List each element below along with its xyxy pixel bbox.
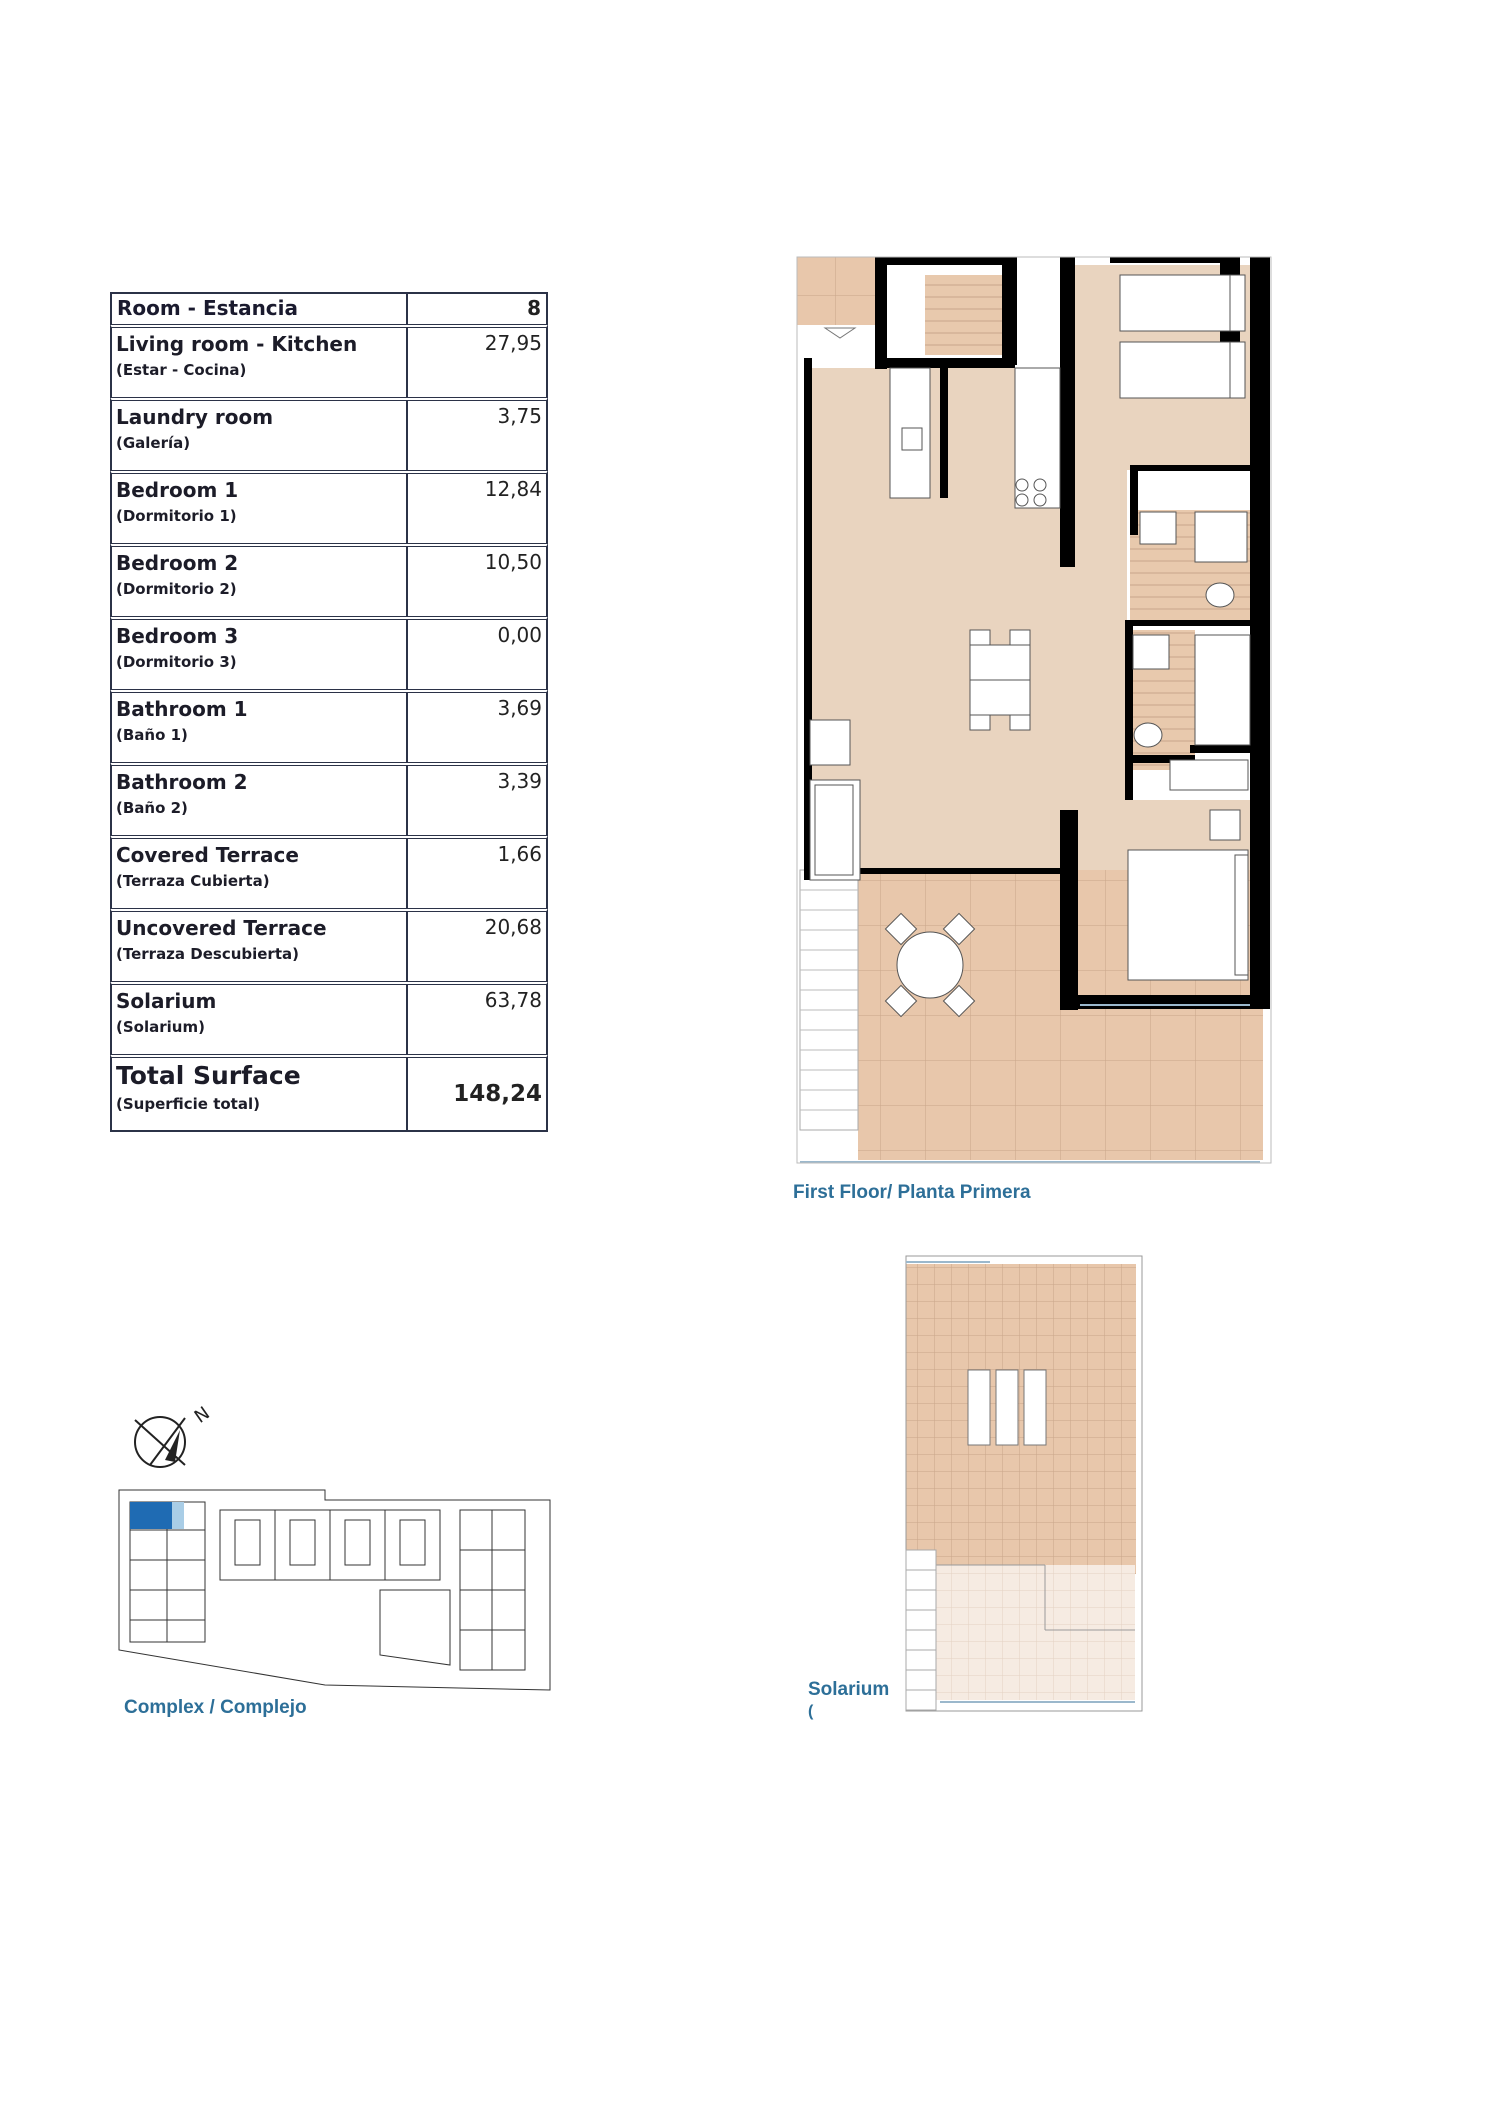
table-row xyxy=(110,543,548,616)
room-name-es: (Estar - Cocina) xyxy=(116,361,247,379)
room-name: Bedroom 3 xyxy=(116,624,239,648)
room-name: Bathroom 2 xyxy=(116,770,248,794)
unit-highlight-terrace xyxy=(172,1502,184,1529)
sunbeds xyxy=(968,1370,1046,1445)
beds xyxy=(1120,275,1248,980)
table-row xyxy=(110,470,548,543)
total-label-es: (Superficie total) xyxy=(116,1095,260,1113)
solarium-stair xyxy=(906,1550,936,1710)
dining-table xyxy=(970,630,1030,730)
table-row xyxy=(110,397,548,470)
table-row xyxy=(110,908,548,981)
room-name-es: (Dormitorio 3) xyxy=(116,653,237,671)
compass-north-label: N xyxy=(190,1402,214,1428)
table-row xyxy=(110,981,548,1054)
room-name-es: (Solarium) xyxy=(116,1018,205,1036)
room-name: Laundry room xyxy=(116,405,274,429)
complex-caption: Complex / Complejo xyxy=(124,1697,307,1718)
total-area: 148,24 xyxy=(453,1081,542,1107)
compass-icon xyxy=(125,1400,225,1480)
room-name: Covered Terrace xyxy=(116,843,299,867)
room-area: 10,50 xyxy=(484,550,542,574)
total-row xyxy=(110,1054,548,1132)
room-area: 3,75 xyxy=(497,404,542,428)
room-area: 12,84 xyxy=(484,477,542,501)
room-area: 3,69 xyxy=(497,696,542,720)
stair-top xyxy=(925,275,1005,355)
room-name-es: (Dormitorio 2) xyxy=(116,580,237,598)
laundry-area xyxy=(797,257,882,325)
solarium-plan xyxy=(900,1250,1150,1720)
hallway-floor xyxy=(1072,470,1127,850)
room-area: 0,00 xyxy=(497,623,542,647)
room-name-es: (Terraza Cubierta) xyxy=(116,872,270,890)
room-area-table xyxy=(110,292,548,1132)
solarium-upper-cut xyxy=(935,1565,1085,1630)
room-name: Bedroom 2 xyxy=(116,551,239,575)
room-area: 3,39 xyxy=(497,769,542,793)
solarium-floor xyxy=(906,1264,1136,1574)
room-area: 63,78 xyxy=(484,988,542,1012)
room-name: Bathroom 1 xyxy=(116,697,248,721)
room-name: Solarium xyxy=(116,989,217,1013)
room-name-es: (Terraza Descubierta) xyxy=(116,945,299,963)
drain-marker xyxy=(825,328,855,338)
unit-highlight xyxy=(130,1502,172,1529)
solarium-caption-sub: ( xyxy=(808,1703,814,1720)
exterior-stair xyxy=(800,870,858,1130)
table-row xyxy=(110,616,548,689)
complex-site-plan xyxy=(115,1480,565,1710)
room-area: 1,66 xyxy=(497,842,542,866)
room-name-es: (Baño 1) xyxy=(116,726,188,744)
table-row xyxy=(110,324,548,397)
room-name: Bedroom 1 xyxy=(116,478,239,502)
first-floor-caption: First Floor/ Planta Primera xyxy=(793,1182,1031,1203)
room-name-es: (Galería) xyxy=(116,434,191,452)
table-row xyxy=(110,689,548,762)
room-name: Uncovered Terrace xyxy=(116,916,327,940)
header-count: 8 xyxy=(527,296,541,320)
room-area: 27,95 xyxy=(484,331,542,355)
room-area: 20,68 xyxy=(484,915,542,939)
room-name-es: (Dormitorio 1) xyxy=(116,507,237,525)
total-label: Total Surface xyxy=(116,1061,301,1090)
room-name: Living room - Kitchen xyxy=(116,332,358,356)
table-header-row xyxy=(110,292,548,324)
solarium-caption: Solarium xyxy=(808,1679,890,1700)
first-floor-plan xyxy=(790,250,1290,1170)
room-name-es: (Baño 2) xyxy=(116,799,188,817)
header-label: Room - Estancia xyxy=(112,294,408,324)
table-row xyxy=(110,762,548,835)
table-row xyxy=(110,835,548,908)
